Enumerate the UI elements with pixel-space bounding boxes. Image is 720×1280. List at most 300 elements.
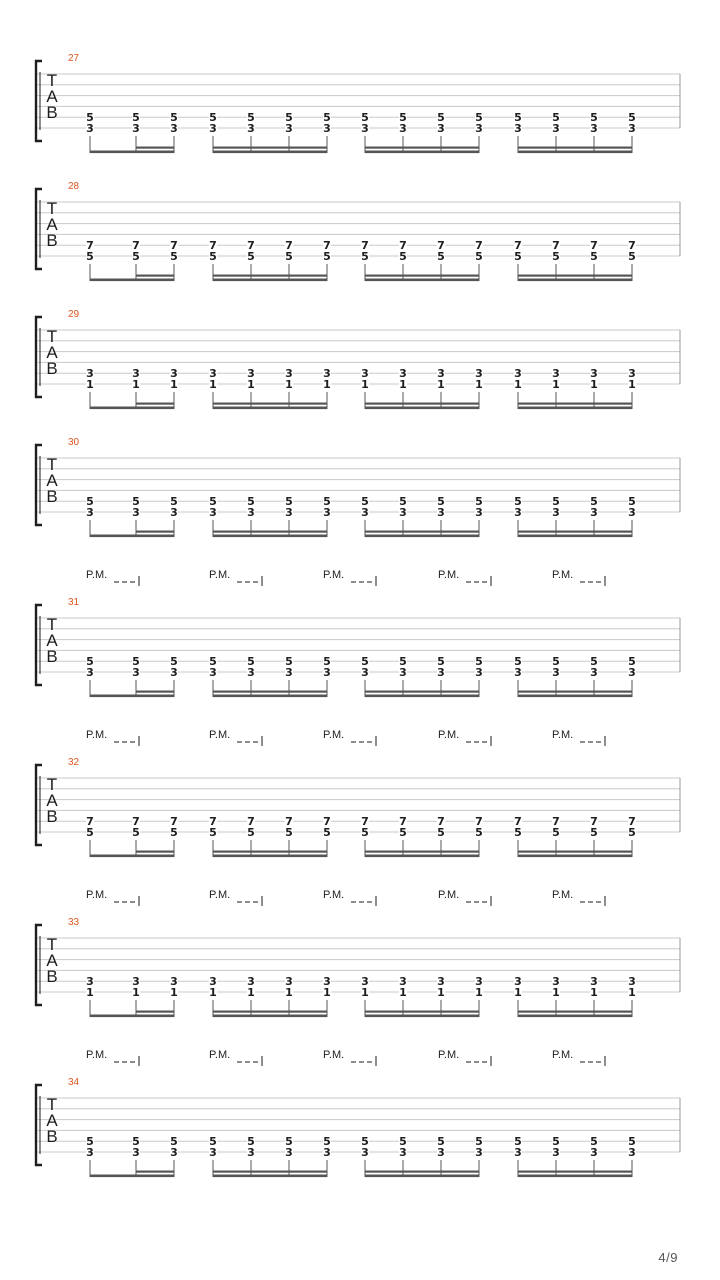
fret-number-string6: 3: [132, 666, 140, 679]
fret-number-string5: 3: [285, 367, 293, 381]
fret-number-string5: 3: [209, 975, 217, 989]
fret-number-string6: 1: [247, 986, 255, 999]
fret-number-string5: 3: [590, 975, 598, 989]
fret-number-string5: 7: [170, 239, 178, 253]
fret-number-string5: 3: [437, 975, 445, 989]
fret-number-string5: 7: [247, 815, 255, 829]
fret-number-string5: 5: [361, 1135, 369, 1149]
fret-number-string6: 3: [437, 1146, 445, 1159]
fret-number-string5: 5: [209, 495, 217, 509]
palm-mute-label: P.M.: [323, 1049, 345, 1061]
fret-number-string5: 5: [514, 495, 522, 509]
beam-secondary: [213, 275, 327, 277]
fret-number-string5: 5: [323, 1135, 331, 1149]
fret-number-string5: 5: [209, 655, 217, 669]
fret-number-string6: 3: [170, 666, 178, 679]
fret-number-string5: 5: [475, 1135, 483, 1149]
fret-number-string6: 3: [475, 1146, 483, 1159]
fret-number-string5: 7: [475, 815, 483, 829]
fret-number-string5: 3: [132, 367, 140, 381]
fret-number-string6: 3: [399, 506, 407, 519]
fret-number-string5: 5: [628, 655, 636, 669]
fret-number-string6: 3: [628, 506, 636, 519]
palm-mute-label: P.M.: [209, 1049, 231, 1061]
fret-number-string6: 3: [132, 506, 140, 519]
system-bracket: [36, 317, 42, 397]
tab-system: [36, 437, 680, 537]
fret-number-string6: 3: [86, 1146, 94, 1159]
beam-secondary: [213, 691, 327, 693]
fret-number-string6: 1: [86, 378, 94, 391]
palm-mute-label: P.M.: [86, 569, 108, 581]
system-bracket: [36, 925, 42, 1005]
fret-number-string6: 5: [86, 250, 94, 263]
fret-number-string6: 5: [552, 250, 560, 263]
fret-number-string6: 3: [323, 1146, 331, 1159]
fret-number-string5: 5: [399, 1135, 407, 1149]
palm-mute-label: P.M.: [323, 569, 345, 581]
page-number: 4/9: [658, 1250, 678, 1265]
fret-number-string6: 5: [285, 250, 293, 263]
fret-number-string6: 3: [552, 122, 560, 135]
measure-number: 33: [68, 917, 80, 928]
fret-number-string6: 1: [437, 986, 445, 999]
beam-secondary: [136, 275, 174, 277]
fret-number-string6: 3: [285, 1146, 293, 1159]
fret-number-string6: 3: [209, 666, 217, 679]
fret-number-string5: 5: [285, 1135, 293, 1149]
fret-number-string5: 3: [86, 367, 94, 381]
fret-number-string6: 5: [628, 826, 636, 839]
fret-number-string5: 5: [86, 655, 94, 669]
fret-number-string5: 5: [475, 655, 483, 669]
beam-secondary: [518, 275, 632, 277]
tab-clef-letter: T: [46, 615, 58, 634]
fret-number-string6: 3: [361, 122, 369, 135]
beam-secondary: [136, 1011, 174, 1013]
fret-number-string5: 3: [475, 367, 483, 381]
fret-number-string6: 3: [209, 122, 217, 135]
fret-number-string6: 5: [552, 826, 560, 839]
fret-number-string5: 3: [361, 975, 369, 989]
beam-secondary: [213, 851, 327, 853]
fret-number-string5: 5: [285, 111, 293, 125]
beam-primary: [365, 855, 479, 858]
beam-primary: [213, 1175, 327, 1178]
fret-number-string6: 1: [590, 378, 598, 391]
tab-system: [36, 729, 680, 857]
palm-mute-label: P.M.: [209, 729, 231, 741]
beam-primary: [90, 1015, 174, 1018]
fret-number-string5: 5: [590, 495, 598, 509]
beam-secondary: [136, 403, 174, 405]
fret-number-string6: 1: [590, 986, 598, 999]
fret-number-string5: 5: [170, 1135, 178, 1149]
tab-clef-letter: T: [46, 327, 58, 346]
tab-clef-letter: A: [46, 215, 58, 234]
fret-number-string5: 5: [590, 1135, 598, 1149]
fret-number-string5: 5: [437, 111, 445, 125]
fret-number-string6: 3: [247, 122, 255, 135]
fret-number-string6: 1: [86, 986, 94, 999]
fret-number-string6: 1: [552, 378, 560, 391]
beam-secondary: [365, 275, 479, 277]
fret-number-string6: 3: [86, 666, 94, 679]
fret-number-string6: 1: [628, 378, 636, 391]
fret-number-string5: 7: [323, 815, 331, 829]
beam-primary: [518, 1175, 632, 1178]
fret-number-string6: 3: [361, 1146, 369, 1159]
beam-primary: [90, 407, 174, 410]
fret-number-string5: 5: [514, 1135, 522, 1149]
system-bracket: [36, 61, 42, 141]
fret-number-string5: 5: [132, 495, 140, 509]
fret-number-string5: 5: [209, 111, 217, 125]
tab-clef-letter: B: [46, 647, 58, 666]
fret-number-string5: 7: [247, 239, 255, 253]
fret-number-string6: 3: [590, 1146, 598, 1159]
fret-number-string6: 3: [285, 506, 293, 519]
fret-number-string5: 5: [247, 111, 255, 125]
fret-number-string6: 3: [399, 666, 407, 679]
beam-primary: [90, 151, 174, 154]
fret-number-string5: 5: [628, 111, 636, 125]
palm-mute-label: P.M.: [323, 729, 345, 741]
fret-number-string5: 5: [361, 111, 369, 125]
palm-mute-label: P.M.: [438, 889, 460, 901]
palm-mute-label: P.M.: [86, 1049, 108, 1061]
fret-number-string6: 3: [628, 1146, 636, 1159]
system-bracket: [36, 189, 42, 269]
fret-number-string6: 5: [437, 250, 445, 263]
fret-number-string6: 5: [437, 826, 445, 839]
palm-mute-label: P.M.: [438, 569, 460, 581]
palm-mute-label: P.M.: [438, 729, 460, 741]
fret-number-string6: 3: [361, 506, 369, 519]
fret-number-string5: 5: [437, 1135, 445, 1149]
fret-number-string5: 7: [628, 239, 636, 253]
fret-number-string6: 1: [514, 378, 522, 391]
fret-number-string6: 5: [590, 826, 598, 839]
fret-number-string5: 7: [209, 239, 217, 253]
beam-secondary: [213, 147, 327, 149]
fret-number-string5: 7: [514, 815, 522, 829]
tab-clef-letter: A: [46, 343, 58, 362]
fret-number-string5: 3: [514, 975, 522, 989]
beam-secondary: [213, 1011, 327, 1013]
fret-number-string5: 7: [552, 815, 560, 829]
palm-mute-label: P.M.: [552, 569, 574, 581]
fret-number-string6: 1: [170, 986, 178, 999]
tab-clef-letter: B: [46, 967, 58, 986]
palm-mute-label: P.M.: [209, 889, 231, 901]
fret-number-string5: 5: [285, 495, 293, 509]
beam-primary: [365, 695, 479, 698]
tab-clef-letter: B: [46, 359, 58, 378]
fret-number-string6: 3: [437, 122, 445, 135]
beam-secondary: [365, 1171, 479, 1173]
fret-number-string6: 1: [475, 986, 483, 999]
fret-number-string6: 3: [514, 122, 522, 135]
fret-number-string5: 5: [399, 495, 407, 509]
fret-number-string5: 5: [399, 655, 407, 669]
fret-number-string6: 3: [628, 122, 636, 135]
fret-number-string5: 7: [285, 239, 293, 253]
beam-secondary: [365, 147, 479, 149]
fret-number-string5: 7: [399, 815, 407, 829]
beam-primary: [365, 1015, 479, 1018]
fret-number-string5: 7: [590, 815, 598, 829]
fret-number-string6: 1: [247, 378, 255, 391]
beam-primary: [365, 279, 479, 282]
system-bracket: [36, 765, 42, 845]
fret-number-string5: 7: [132, 815, 140, 829]
fret-number-string6: 5: [132, 826, 140, 839]
measure-number: 27: [68, 53, 80, 64]
fret-number-string5: 5: [132, 111, 140, 125]
fret-number-string5: 5: [552, 495, 560, 509]
beam-primary: [365, 535, 479, 538]
measure-number: 28: [68, 181, 80, 192]
fret-number-string5: 5: [590, 111, 598, 125]
beam-secondary: [518, 403, 632, 405]
fret-number-string6: 1: [323, 986, 331, 999]
fret-number-string5: 5: [399, 111, 407, 125]
tab-clef-letter: B: [46, 231, 58, 250]
fret-number-string5: 3: [399, 975, 407, 989]
tab-clef-letter: A: [46, 1111, 58, 1130]
fret-number-string6: 1: [285, 378, 293, 391]
beam-primary: [518, 535, 632, 538]
fret-number-string5: 5: [170, 655, 178, 669]
beam-primary: [90, 1175, 174, 1178]
fret-number-string5: 3: [475, 975, 483, 989]
fret-number-string6: 3: [247, 666, 255, 679]
beam-secondary: [365, 403, 479, 405]
fret-number-string6: 1: [361, 378, 369, 391]
fret-number-string5: 7: [475, 239, 483, 253]
fret-number-string5: 3: [399, 367, 407, 381]
fret-number-string6: 5: [170, 250, 178, 263]
fret-number-string5: 7: [86, 815, 94, 829]
fret-number-string5: 5: [514, 655, 522, 669]
beam-secondary: [365, 1011, 479, 1013]
fret-number-string5: 7: [170, 815, 178, 829]
system-bracket: [36, 445, 42, 525]
fret-number-string5: 7: [285, 815, 293, 829]
fret-number-string6: 5: [209, 826, 217, 839]
fret-number-string5: 5: [323, 655, 331, 669]
beam-primary: [90, 695, 174, 698]
fret-number-string5: 5: [132, 1135, 140, 1149]
beam-primary: [365, 151, 479, 154]
measure-number: 29: [68, 309, 80, 320]
tab-clef-letter: T: [46, 1095, 58, 1114]
fret-number-string5: 5: [209, 1135, 217, 1149]
fret-number-string5: 3: [628, 975, 636, 989]
tab-clef-letter: B: [46, 487, 58, 506]
fret-number-string6: 1: [399, 378, 407, 391]
fret-number-string6: 3: [590, 122, 598, 135]
fret-number-string6: 3: [399, 1146, 407, 1159]
beam-secondary: [518, 691, 632, 693]
fret-number-string6: 1: [285, 986, 293, 999]
fret-number-string6: 1: [170, 378, 178, 391]
fret-number-string6: 5: [132, 250, 140, 263]
fret-number-string6: 5: [399, 826, 407, 839]
fret-number-string6: 3: [170, 1146, 178, 1159]
beam-primary: [518, 151, 632, 154]
beam-primary: [213, 279, 327, 282]
beam-secondary: [518, 1011, 632, 1013]
fret-number-string5: 5: [514, 111, 522, 125]
tab-clef-letter: B: [46, 807, 58, 826]
fret-number-string5: 3: [323, 975, 331, 989]
fret-number-string6: 5: [323, 250, 331, 263]
beam-primary: [365, 1175, 479, 1178]
beam-secondary: [136, 531, 174, 533]
fret-number-string6: 1: [132, 378, 140, 391]
fret-number-string6: 5: [399, 250, 407, 263]
fret-number-string6: 1: [323, 378, 331, 391]
beam-primary: [213, 535, 327, 538]
beam-primary: [518, 407, 632, 410]
fret-number-string6: 5: [247, 250, 255, 263]
palm-mute-label: P.M.: [86, 889, 108, 901]
fret-number-string6: 3: [475, 666, 483, 679]
beam-primary: [518, 855, 632, 858]
tab-clef-letter: T: [46, 935, 58, 954]
fret-number-string6: 3: [132, 1146, 140, 1159]
fret-number-string6: 5: [209, 250, 217, 263]
fret-number-string5: 5: [552, 655, 560, 669]
fret-number-string5: 3: [86, 975, 94, 989]
beam-primary: [90, 855, 174, 858]
beam-primary: [213, 1015, 327, 1018]
fret-number-string6: 3: [86, 506, 94, 519]
fret-number-string6: 3: [399, 122, 407, 135]
fret-number-string5: 3: [628, 367, 636, 381]
fret-number-string6: 3: [475, 122, 483, 135]
fret-number-string6: 1: [399, 986, 407, 999]
fret-number-string6: 3: [209, 506, 217, 519]
fret-number-string5: 5: [361, 655, 369, 669]
fret-number-string5: 5: [285, 655, 293, 669]
fret-number-string5: 7: [552, 239, 560, 253]
fret-number-string6: 3: [590, 506, 598, 519]
fret-number-string6: 5: [247, 826, 255, 839]
fret-number-string6: 5: [86, 826, 94, 839]
measure-number: 31: [68, 597, 80, 608]
fret-number-string6: 5: [170, 826, 178, 839]
tab-clef-letter: A: [46, 631, 58, 650]
beam-secondary: [136, 851, 174, 853]
tab-clef-letter: B: [46, 103, 58, 122]
system-bracket: [36, 1085, 42, 1165]
fret-number-string5: 3: [552, 367, 560, 381]
beam-secondary: [136, 147, 174, 149]
fret-number-string5: 3: [247, 975, 255, 989]
fret-number-string5: 5: [628, 1135, 636, 1149]
beam-primary: [90, 535, 174, 538]
fret-number-string5: 3: [361, 367, 369, 381]
fret-number-string6: 1: [361, 986, 369, 999]
fret-number-string5: 5: [86, 111, 94, 125]
fret-number-string5: 3: [552, 975, 560, 989]
fret-number-string5: 5: [323, 495, 331, 509]
fret-number-string5: 5: [552, 111, 560, 125]
fret-number-string5: 7: [628, 815, 636, 829]
tab-clef-letter: A: [46, 471, 58, 490]
fret-number-string6: 3: [552, 506, 560, 519]
fret-number-string5: 7: [323, 239, 331, 253]
palm-mute-label: P.M.: [552, 729, 574, 741]
beam-primary: [213, 151, 327, 154]
tab-clef-letter: A: [46, 791, 58, 810]
fret-number-string5: 5: [170, 495, 178, 509]
fret-number-string5: 5: [247, 495, 255, 509]
fret-number-string6: 5: [475, 826, 483, 839]
fret-number-string6: 3: [323, 122, 331, 135]
fret-number-string6: 3: [132, 122, 140, 135]
beam-secondary: [365, 691, 479, 693]
fret-number-string5: 7: [209, 815, 217, 829]
fret-number-string6: 3: [590, 666, 598, 679]
fret-number-string5: 3: [170, 367, 178, 381]
fret-number-string6: 3: [361, 666, 369, 679]
fret-number-string5: 5: [437, 495, 445, 509]
fret-number-string5: 7: [590, 239, 598, 253]
fret-number-string5: 5: [628, 495, 636, 509]
beam-secondary: [213, 403, 327, 405]
beam-secondary: [518, 1171, 632, 1173]
fret-number-string5: 7: [361, 815, 369, 829]
fret-number-string5: 3: [437, 367, 445, 381]
palm-mute-label: P.M.: [86, 729, 108, 741]
fret-number-string5: 7: [132, 239, 140, 253]
fret-number-string5: 5: [247, 655, 255, 669]
fret-number-string6: 3: [285, 666, 293, 679]
beam-primary: [90, 279, 174, 282]
fret-number-string5: 3: [590, 367, 598, 381]
fret-number-string5: 3: [209, 367, 217, 381]
measure-number: 30: [68, 437, 80, 448]
fret-number-string6: 5: [475, 250, 483, 263]
beam-primary: [518, 279, 632, 282]
fret-number-string6: 1: [437, 378, 445, 391]
fret-number-string6: 1: [628, 986, 636, 999]
fret-number-string6: 3: [170, 122, 178, 135]
beam-secondary: [518, 147, 632, 149]
fret-number-string5: 5: [323, 111, 331, 125]
fret-number-string5: 5: [86, 495, 94, 509]
palm-mute-label: P.M.: [552, 1049, 574, 1061]
fret-number-string6: 3: [628, 666, 636, 679]
palm-mute-label: P.M.: [323, 889, 345, 901]
beam-primary: [518, 695, 632, 698]
beam-primary: [213, 407, 327, 410]
fret-number-string5: 7: [399, 239, 407, 253]
tab-system: [36, 53, 680, 153]
tab-clef-letter: B: [46, 1127, 58, 1146]
measure-number: 32: [68, 757, 80, 768]
system-bracket: [36, 605, 42, 685]
fret-number-string5: 5: [590, 655, 598, 669]
fret-number-string5: 3: [170, 975, 178, 989]
fret-number-string6: 3: [437, 666, 445, 679]
fret-number-string5: 5: [86, 1135, 94, 1149]
fret-number-string6: 3: [247, 506, 255, 519]
